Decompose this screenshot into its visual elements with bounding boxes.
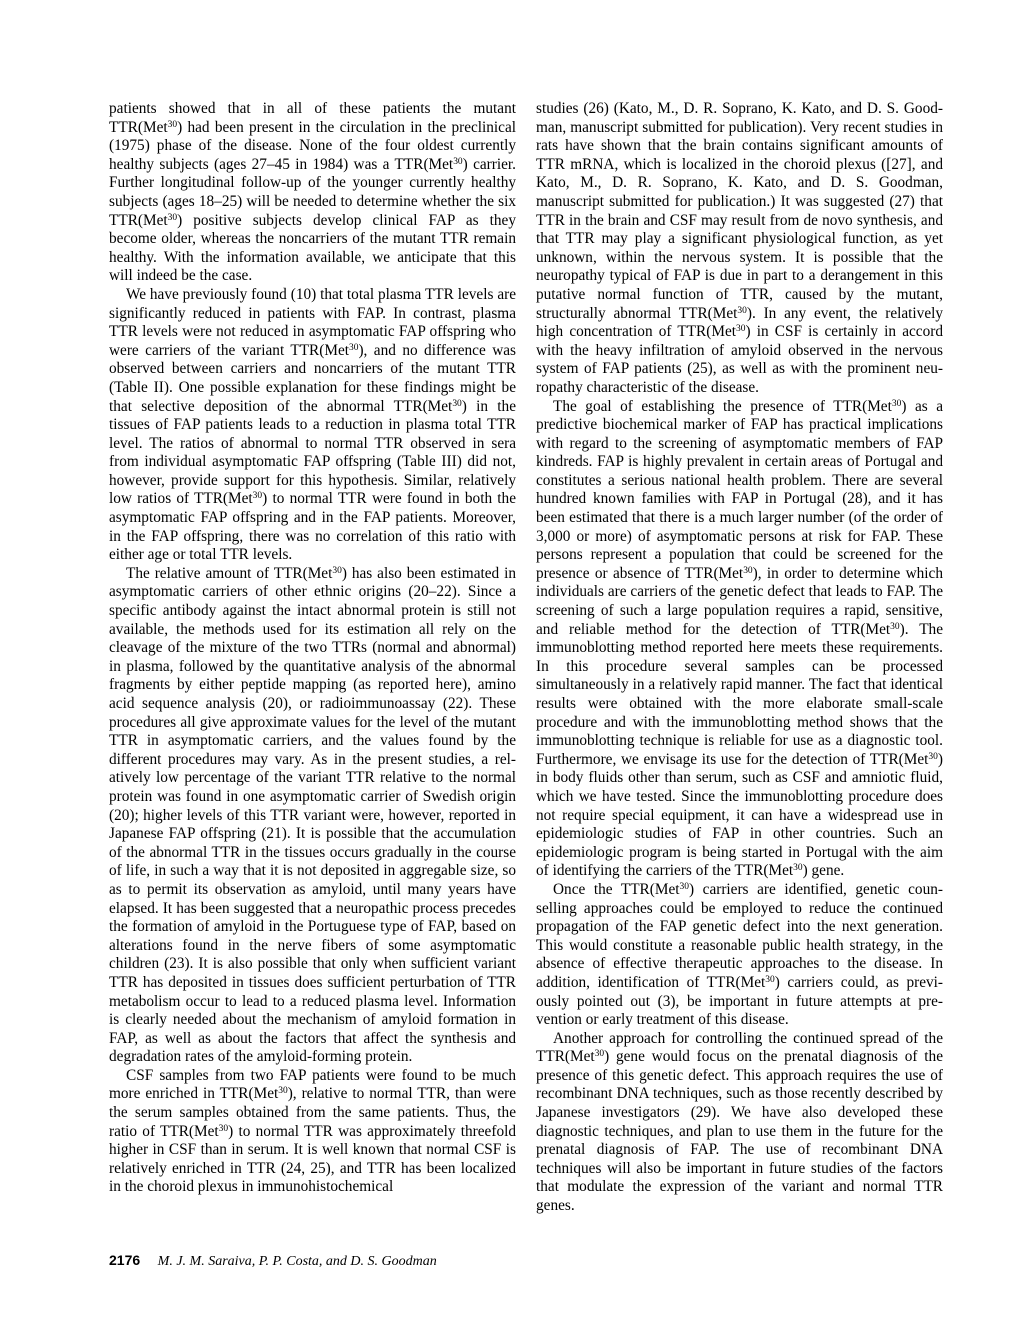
left-column bbox=[109, 100, 516, 1197]
page-number: 2176 bbox=[109, 1252, 141, 1268]
running-authors: M. J. M. Saraiva, P. P. Costa, and D. S. Goodman bbox=[157, 1254, 437, 1269]
right-column bbox=[536, 100, 943, 1216]
paragraph: The relative amount of TTR(Met$^{30}$) has also been estimated in asymptomatic carriers of other ethnic origins (20–22). Since a specific antibody against the intact abnormal protein is still not available, the methods used for its estimation all rely on the cleavage of the mixture of the two TTRs (normal and abnormal) in plasma, followed by the quantitative analysis of the abnormal fragments by either peptide mapping (as reported here), amino acid sequence analysis (20), or radioimmunoassay (22). These procedures all give approximate values for the level of the mutant TTR in asymptomatic carriers, and the values found by the different procedures may vary. As in the present studies, a relatively low percentage of the variant TTR relative to the normal protein was found in one asymptomatic carrier of Swedish origin (20); higher levels of this TTR variant were, however, reported in Japanese FAP offspring (21). It is possible that the accumulation of the abnormal TTR in the tissues occurs gradually in the course of life, in such a way that it is not deposited in aggregable size, so as to permit its observation as amyloid, until many years have elapsed. It has been suggested that a neuropathic process precedes the formation of amyloid in the Portuguese type of FAP, based on alterations found in the nerve fibers of some asymptomatic children (23). It is also possible that only when sufficient variant TTR has deposited in tissues does sufficient perturbation of TTR metabolism occur to lead to a reduced plasma level. Information is clearly needed about the mechanism of amyloid formation in FAP, as well as about the factors that affect the synthesis and degradation rates of the amyloid-forming protein. bbox=[109, 564, 517, 1066]
page-footer bbox=[109, 1252, 437, 1270]
paragraph: Another approach for controlling the continued spread of the TTR(Met$^{30}$) gene would focus on the prenatal diagnosis of the presence of this genetic defect. This approach requires the use of recombinant DNA techniques, such as those recently described by Japanese investigators (29). We have also developed these diagnostic techniques, and plan to use them in the future for the prenatal diagnosis of FAP. The use of recombinant DNA techniques will also be important in future studies of the factors that modulate the expression of the variant and normal TTR genes. bbox=[536, 1029, 943, 1215]
paragraph: Once the TTR(Met$^{30}$) carriers are identified, genetic counselling approaches could be employed to reduce the continued propagation of the FAP genetic defect into the next generation. This would constitute a reasonable public health strategy, in the absence of effective therapeutic approaches to the disease. In addition, identification of TTR(Met$^{30}$) carriers could, as previously pointed out (3), be important in future attempts at prevention or early treatment of this disease. bbox=[536, 880, 944, 1029]
paragraph: CSF samples from two FAP patients were found to be much more enriched in TTR(Met$^{30}$), relative to normal TTR, than were the serum samples obtained from the same patients. Thus, the ratio of TTR(Met$^{30}$) to normal TTR was approximately threefold higher in CSF than in serum. It is well known that normal CSF is relatively enriched in TTR (24, 25), and TTR has been localized in the choroid plexus in immunohistochemical bbox=[109, 1066, 516, 1196]
paragraph: patients showed that in all of these patients the mutant TTR(Met$^{30}$) had been present in the circulation in the preclinical (1975) phase of the disease. None of the four oldest currently healthy subjects (ages 27–45 in 1984) was a TTR(Met$^{30}$) carrier. Further longitudinal follow-up of the younger currently healthy subjects (ages 18–25) will be needed to determine whether the six TTR(Met$^{30}$) positive subjects develop clinical FAP as they become older, whereas the noncarriers of the mutant TTR remain healthy. With the information available, we anticipate that this will indeed be the case. bbox=[109, 100, 516, 285]
paragraph: The goal of establishing the presence of TTR(Met$^{30}$) as a predictive biochemical marker of FAP has practical implications with regard to the screening of asymptomatic members of FAP kindreds. FAP is highly prevalent in certain areas of Portugal and constitutes a serious national health problem. There are several hundred known families with FAP in Portugal (28), and it has been estimated that there is a much larger number (of the order of 3,000 or more) of asymptomatic persons at risk for FAP. These persons represent a population that could be screened for the presence or absence of TTR(Met$^{30}$), in order to determine which individuals are carriers of the genetic defect that leads to FAP. The screening of such a large population requires a rapid, sensitive, and reliable method for the detection of TTR(Met$^{30}$). The immunoblotting method reported here meets these requirements. In this procedure several samples can be processed simultaneously in a relatively rapid manner. The fact that identical results were obtained with the more elaborate small-scale procedure and with the immunoblotting method shows that the immunoblotting technique is reliable for use as a diagnostic tool. Furthermore, we envisage its use for the detection of TTR(Met$^{30}$) in body fluids other than serum, such as CSF and amniotic fluid, which we have tested. Since the immunoblotting procedure does not require special equipment, it can have a widespread use in epidemiologic studies of FAP in other countries. Such an epidemiologic program is being started in Portugal with the aim of identifying the carriers of the TTR(Met$^{30}$) gene. bbox=[536, 397, 943, 880]
paragraph: We have previously found (10) that total plasma TTR levels are significantly reduced in patients with FAP. In contrast, plasma TTR levels were not reduced in asymptomatic FAP offspring who were carriers of the variant TTR(Met$^{30}$), and no difference was observed between carriers and noncarriers of the mutant TTR (Table II). One possible explanation for these findings might be that selective deposition of the abnormal TTR(Met$^{30}$) in the tissues of FAP patients leads to a reduction in plasma total TTR level. The ratios of abnormal to normal TTR observed in sera from individual asymptomatic FAP offspring (Table III) did not, however, provide support for this hypothesis. Similar, relatively low ratios of TTR(Met$^{30}$) to normal TTR were found in both the asymptomatic FAP offspring and in the FAP patients. Moreover, in the FAP offspring, there was no correlation of this ratio with either age or total TTR levels. bbox=[109, 285, 516, 564]
paragraph: studies (26) (Kato, M., D. R. Soprano, K. Kato, and D. S. Goodman, manuscript submitted for publication). Very recent studies in rats have shown that the brain contains significant amounts of TTR mRNA, which is localized in the choroid plexus ([27], and Kato, M., D. R. Soprano, K. Kato, and D. S. Goodman, manuscript submitted for publication.) It was suggested (27) that TTR in the brain and CSF may result from de novo synthesis, and that TTR may play a significant physiological function, as yet unknown, within the nervous system. It is possible that the neuropathy typical of FAP is due in part to a derangement in this putative normal function of TTR, caused by the mutant, structurally abnormal TTR(Met$^{30}$). In any event, the relatively high concentration of TTR(Met$^{30}$) in CSF is certainly in accord with the heavy infiltration of amyloid observed in the nervous system of FAP patients (25), as well as with the prominent neuropathy characteristic of the disease. bbox=[536, 100, 944, 396]
